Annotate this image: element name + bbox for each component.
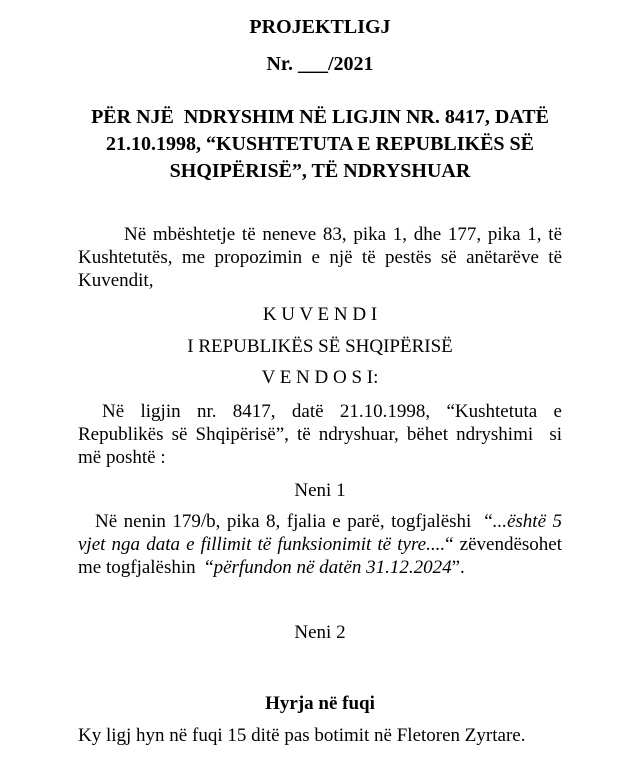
document-subject-heading: PËR NJË NDRYSHIM NË LIGJIN NR. 8417, DATË 21.10.1998, “KUSHTETUTA E REPUBLIKËS SË SHQIPËRISË”, TË NDRYSHUAR [91, 106, 554, 182]
amendment-intro-paragraph: Në ligjin nr. 8417, datë 21.10.1998, “Kushtetuta e Republikës së Shqipërisë”, të ndryshuar, bëhet ndryshimi si më poshtë : [78, 401, 567, 468]
article-2-paragraph: Ky ligj hyn në fuqi 15 ditë pas botimit në Fletoren Zyrtare. [78, 725, 526, 746]
article-1-quoted-old-phrase: ...është 5 vjet nga data e fillimit të funksionimit të tyre.... [78, 511, 567, 555]
document-title: PROJEKTLIGJ [249, 16, 391, 38]
preamble-paragraph: Në mbështetje të neneve 83, pika 1, dhe 177, pika 1, të Kushtetutës, me propozimin e një të pestës së anëtarëve të Kuvendit, [78, 224, 567, 291]
document-number: Nr. ___/2021 [266, 53, 374, 75]
article-2-heading: Neni 2 [294, 622, 346, 643]
article-1-run-1: Në nenin 179/b, pika 8, fjalia e parë, togfjalëshi “ [95, 511, 493, 532]
article-1-run-5: ”. [451, 557, 465, 578]
article-1-paragraph [78, 510, 567, 579]
assembly-name-line-2: I REPUBLIKËS SË SHQIPËRISË [187, 336, 453, 357]
article-1-run-3: “ zëvendësohet me togfjalëshin “ [78, 534, 567, 578]
article-1-quoted-new-phrase: përfundon në datën 31.12.2024 [213, 557, 452, 578]
assembly-name-line-1: K U V E N D I [262, 304, 378, 325]
article-2-subheading: Hyrja në fuqi [265, 693, 375, 714]
article-1-heading: Neni 1 [294, 480, 346, 501]
decree-word: V E N D O S I: [261, 367, 379, 388]
